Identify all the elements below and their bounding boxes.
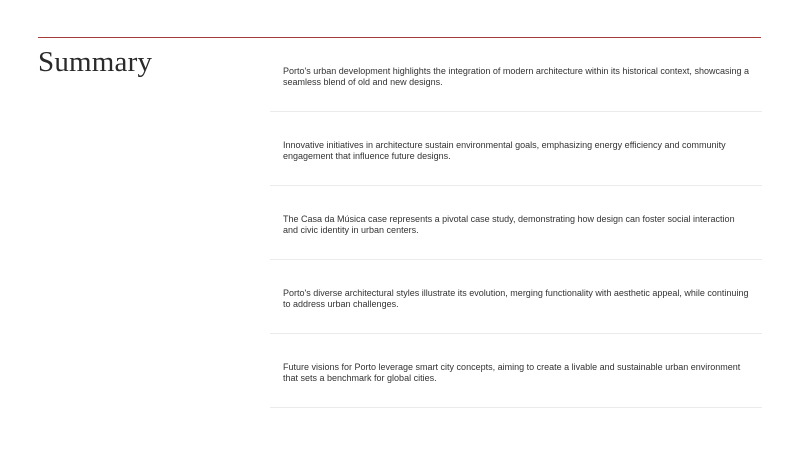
summary-item-text: Future visions for Porto leverage smart city concepts, aiming to create a livable and sustainable urban environment that sets a benchmark for global cities. [283,362,741,383]
summary-item-text: Innovative initiatives in architecture sustain environmental goals, emphasizing energy efficiency and community engagement that influence future designs. [283,140,726,161]
summary-item-text: Porto's diverse architectural styles illustrate its evolution, merging functionality with aesthetic appeal, while continuing to address urban challenges. [283,288,749,309]
summary-item [270,260,762,334]
summary-item [270,186,762,260]
summary-item-text: Porto's urban development highlights the integration of modern architecture within its historical context, showcasing a seamless blend of old and new designs. [283,66,749,87]
summary-list [270,38,762,408]
summary-item-text: The Casa da Música case represents a pivotal case study, demonstrating how design can foster social interaction and civic identity in urban centers. [283,214,735,235]
slide-title: Summary [38,46,153,78]
summary-item [270,38,762,112]
summary-item [270,334,762,408]
summary-item [270,112,762,186]
